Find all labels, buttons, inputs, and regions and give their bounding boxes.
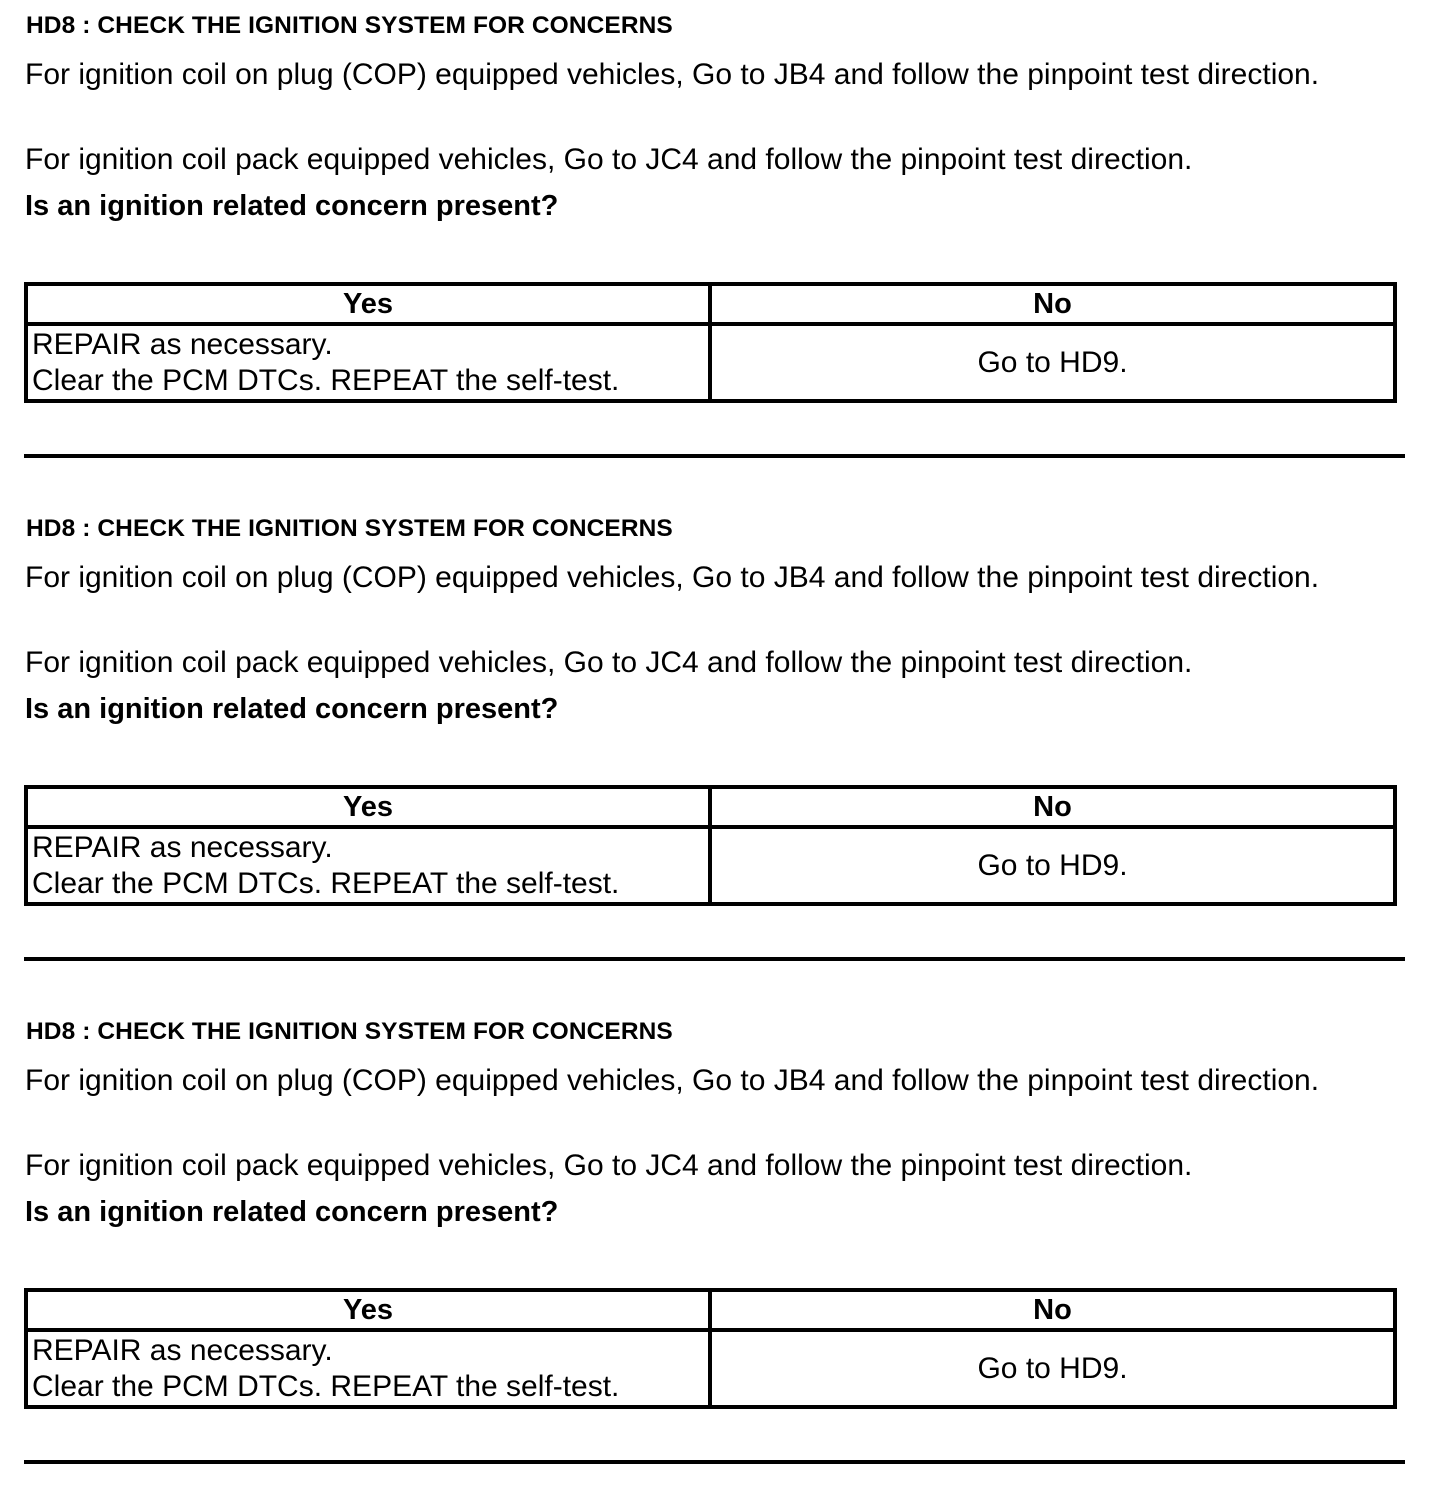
step-question: Is an ignition related concern present? [25,190,559,222]
section-divider [24,957,1405,961]
yes-header: Yes [26,787,710,827]
no-action-cell: Go to HD9. [710,1330,1395,1407]
yes-action-cell [26,1330,710,1407]
yes-action-cell [26,827,710,904]
no-action-cell: Go to HD9. [710,324,1395,401]
instruction-cop: For ignition coil on plug (COP) equipped vehicles, Go to JB4 and follow the pinpoint test direction. [25,58,1320,91]
yes-no-table [24,1288,1397,1409]
no-header: No [710,1290,1395,1330]
yes-header: Yes [26,284,710,324]
instruction-coil-pack: For ignition coil pack equipped vehicles, Go to JC4 and follow the pinpoint test direction. [25,143,1193,176]
yes-action-line-1: REPAIR as necessary. [32,830,333,864]
instruction-coil-pack: For ignition coil pack equipped vehicles, Go to JC4 and follow the pinpoint test direction. [25,1149,1193,1182]
no-action-cell: Go to HD9. [710,827,1395,904]
step-question: Is an ignition related concern present? [25,1196,559,1228]
diagnostic-step-2 [0,503,1440,1006]
diagnostic-step-3 [0,1006,1440,1509]
yes-action-line-2: Clear the PCM DTCs. REPEAT the self-test. [32,866,620,900]
section-divider [24,454,1405,458]
table-row [26,1330,1395,1407]
yes-action-line-2: Clear the PCM DTCs. REPEAT the self-test. [32,363,620,397]
table-header-row [26,1290,1395,1330]
diagnostic-step-1 [0,0,1440,503]
yes-no-table [24,785,1397,906]
section-divider [24,1460,1405,1464]
yes-action-cell [26,324,710,401]
step-title: HD8 : CHECK THE IGNITION SYSTEM FOR CONCERNS [26,1018,673,1045]
no-header: No [710,284,1395,324]
yes-header: Yes [26,1290,710,1330]
step-question: Is an ignition related concern present? [25,693,559,725]
instruction-cop: For ignition coil on plug (COP) equipped vehicles, Go to JB4 and follow the pinpoint test direction. [25,1064,1320,1097]
yes-action-line-1: REPAIR as necessary. [32,327,333,361]
table-row [26,827,1395,904]
table-header-row [26,284,1395,324]
instruction-coil-pack: For ignition coil pack equipped vehicles, Go to JC4 and follow the pinpoint test direction. [25,646,1193,679]
yes-action-line-1: REPAIR as necessary. [32,1333,333,1367]
table-header-row [26,787,1395,827]
instruction-cop: For ignition coil on plug (COP) equipped vehicles, Go to JB4 and follow the pinpoint test direction. [25,561,1320,594]
no-header: No [710,787,1395,827]
yes-no-table [24,282,1397,403]
step-title: HD8 : CHECK THE IGNITION SYSTEM FOR CONCERNS [26,12,673,39]
yes-action-line-2: Clear the PCM DTCs. REPEAT the self-test. [32,1369,620,1403]
step-title: HD8 : CHECK THE IGNITION SYSTEM FOR CONCERNS [26,515,673,542]
table-row [26,324,1395,401]
